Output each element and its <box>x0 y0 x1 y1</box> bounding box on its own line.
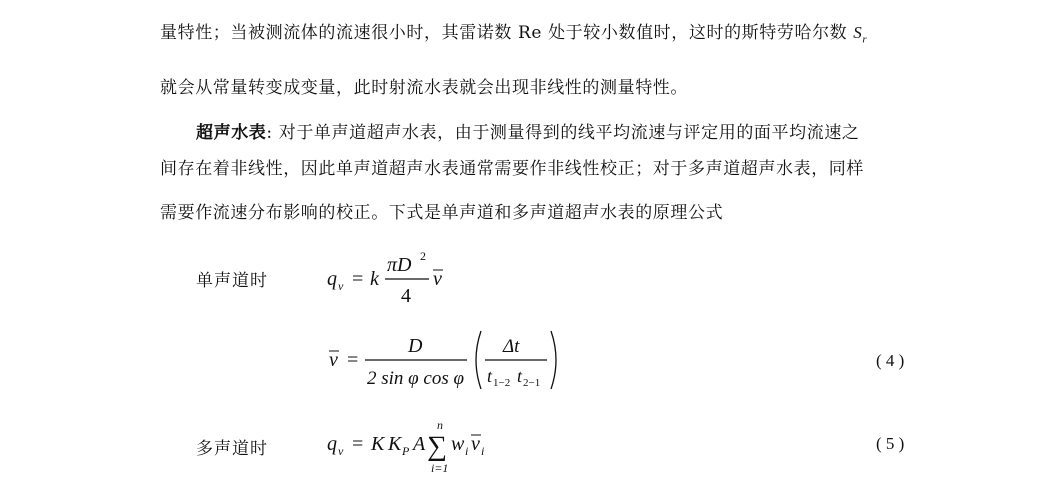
eq-a-lhs-q: q <box>327 268 337 290</box>
eq-b-lhs-vbar: v <box>329 349 338 371</box>
eq-c-sum-symbol: ∑ <box>427 431 447 462</box>
eq-b-left-paren <box>476 331 481 389</box>
eq-b-numerator: D <box>408 335 423 357</box>
eq-c-sum-upper: n <box>437 418 443 432</box>
ultrasonic-meter-term: 超声水表 <box>196 123 267 143</box>
eq-b-inner-den-t2-sub: 2−1 <box>523 377 541 389</box>
eq-b-inner-numerator: Δt <box>503 336 520 357</box>
eq-a-denominator: 4 <box>401 285 411 307</box>
eq-b-denominator: 2 sin φ cos φ <box>367 368 465 389</box>
eq-c-Kp-sub: P <box>402 444 410 458</box>
paragraph-2-line-2: 间存在着非线性，因此单声道超声水表通常需要作非线性校正；对于多声道超声水表，同样 <box>160 159 864 179</box>
strouhal-symbol: S <box>853 23 863 42</box>
eq-a-vbar: v <box>433 268 442 290</box>
eq-c-A: A <box>413 433 426 455</box>
eq-c-v-sub: i <box>481 444 485 458</box>
eq-a-equals: = <box>352 268 364 290</box>
eq-c-lhs-sub: v <box>338 444 344 458</box>
paragraph-1-line-1-text: 量特性；当被测流体的流速很小时，其雷诺数 Re 处于较小数值时，这时的斯特劳哈尔数 <box>160 23 854 43</box>
eq-a-k: k <box>370 268 379 290</box>
eq-b-inner-den-t1-sub: 1−2 <box>493 377 511 389</box>
strouhal-subscript: r <box>862 33 868 46</box>
eq-c-sum-lower: i=1 <box>431 461 449 475</box>
eq-c-w-sub: i <box>465 444 469 458</box>
eq-b-right-paren <box>551 331 556 389</box>
paragraph-2-line-1-text: : 对于单声道超声水表，由于测量得到的线平均流速与评定用的面平均流速之 <box>266 123 860 143</box>
equation-single-flow <box>325 248 465 312</box>
single-channel-label: 单声道时 <box>196 271 268 291</box>
eq-b-inner-den-t1: t <box>487 366 493 386</box>
equation-mean-velocity <box>325 327 565 393</box>
eq-c-equals: = <box>352 433 364 455</box>
paragraph-1-line-2: 就会从常量转变成变量，此时射流水表就会出现非线性的测量特性。 <box>160 78 688 98</box>
eq-b-inner-den-t2: t <box>517 366 523 386</box>
eq-c-v: v <box>471 433 480 455</box>
equation-5-number: ( 5 ) <box>876 434 905 453</box>
eq-a-numerator: πD <box>387 254 412 276</box>
multi-channel-label: 多声道时 <box>196 439 268 459</box>
equation-4-number: ( 4 ) <box>876 351 905 370</box>
paragraph-2-line-1 <box>196 122 860 144</box>
eq-a-numerator-sup: 2 <box>420 249 426 263</box>
eq-c-w: w <box>451 433 465 455</box>
eq-c-Kp: K <box>388 433 402 455</box>
eq-c-lhs-q: q <box>327 433 337 455</box>
equation-multi-flow <box>325 417 525 479</box>
eq-c-K: K <box>371 433 385 455</box>
paragraph-2-line-3: 需要作流速分布影响的校正。下式是单声道和多声道超声水表的原理公式 <box>160 203 724 223</box>
eq-a-lhs-sub: v <box>338 279 344 293</box>
eq-b-equals: = <box>347 349 359 371</box>
paragraph-1-line-1 <box>160 22 867 50</box>
